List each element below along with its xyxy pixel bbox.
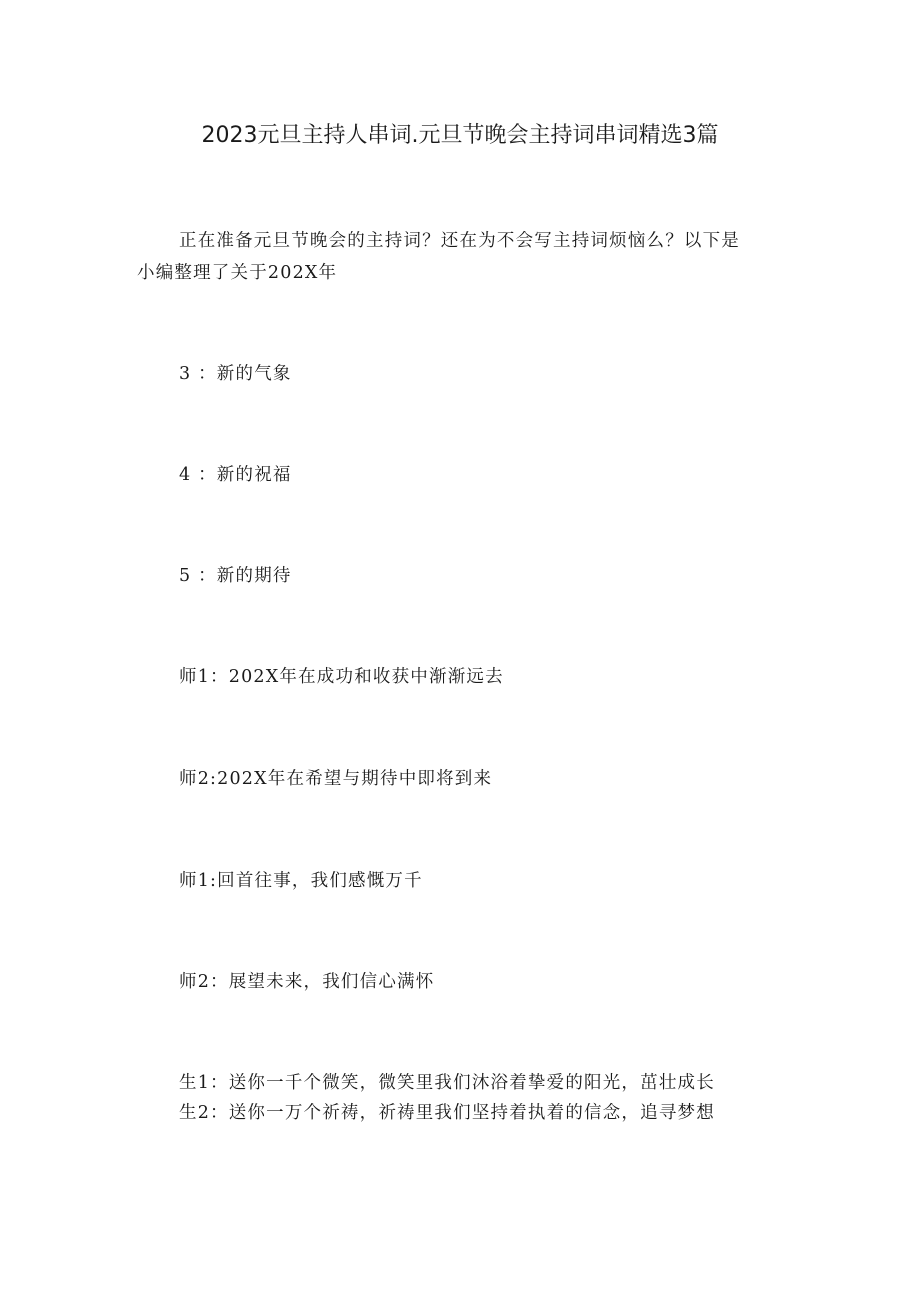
document-title: 2023元旦主持人串词.元旦节晚会主持词串词精选3篇 xyxy=(201,123,719,148)
paragraph-teacher1-a: 师1：202X年在成功和收获中渐渐远去 xyxy=(179,667,504,687)
intro-line-2: 小编整理了关于202X年 xyxy=(137,263,338,283)
paragraph-student2: 生2：送你一万个祈祷，祈祷里我们坚持着执着的信念，追寻梦想 xyxy=(179,1103,715,1123)
paragraph-item-4: 4 ：新的祝福 xyxy=(179,465,292,485)
paragraph-teacher2-a: 师2:202X年在希望与期待中即将到来 xyxy=(179,769,493,789)
paragraph-teacher2-b: 师2：展望未来，我们信心满怀 xyxy=(179,972,435,992)
intro-paragraph xyxy=(137,225,797,289)
paragraph-teacher1-b: 师1:回首往事，我们感慨万千 xyxy=(179,871,423,891)
paragraph-student1: 生1：送你一千个微笑，微笑里我们沐浴着挚爱的阳光，茁壮成长 xyxy=(179,1073,715,1093)
paragraph-item-3: 3 ：新的气象 xyxy=(179,364,292,384)
intro-line-1: 正在准备元旦节晚会的主持词？还在为不会写主持词烦恼么？以下是 xyxy=(179,231,740,251)
paragraph-item-5: 5 ：新的期待 xyxy=(179,566,292,586)
